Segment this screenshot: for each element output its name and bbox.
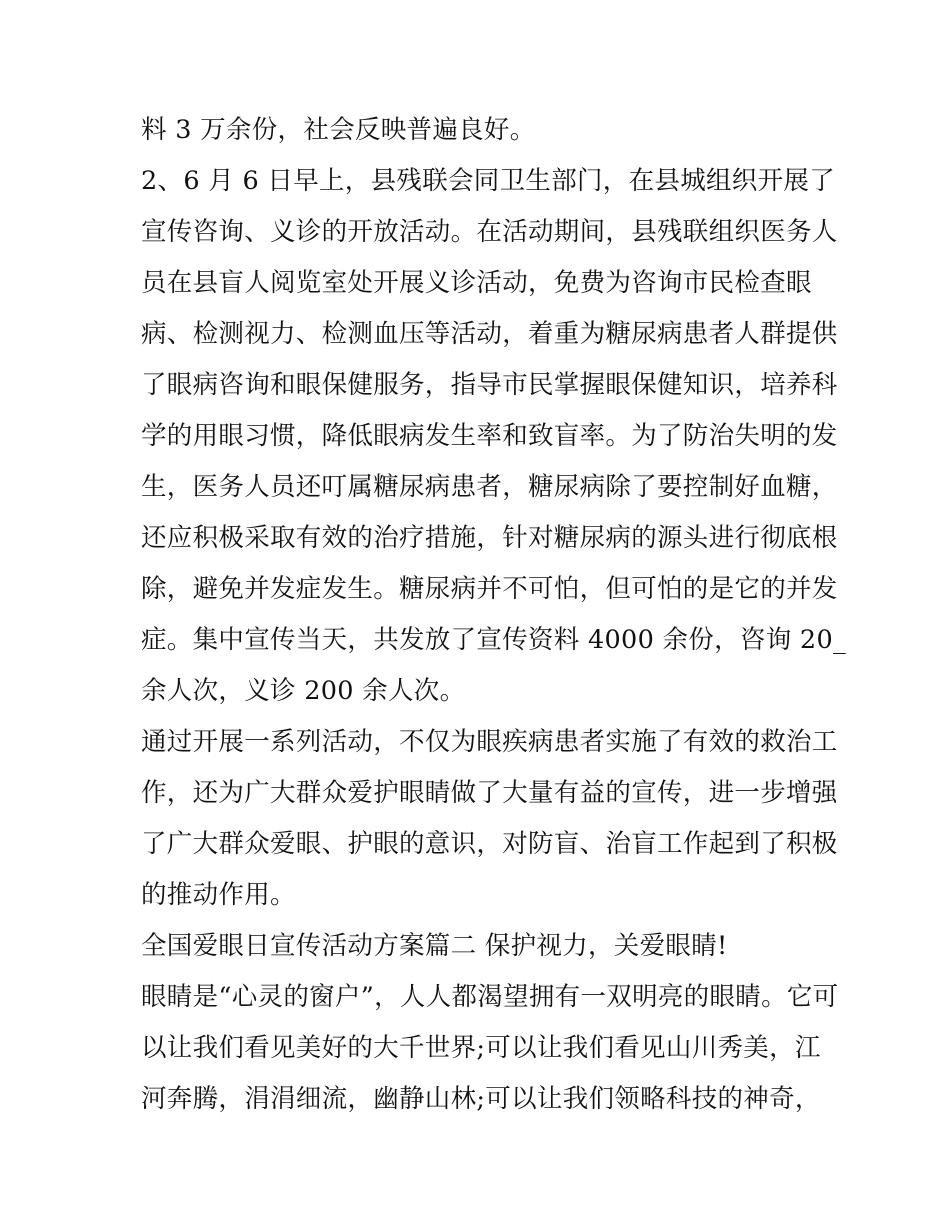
- text-line: 河奔腾，涓涓细流，幽静山林;可以让我们领略科技的神奇，: [141, 1084, 821, 1114]
- text-line: 的推动作用。: [141, 880, 296, 910]
- text-line: 料 3 万余份，社会反映普遍良好。: [141, 115, 536, 145]
- text-line: 还应积极采取有效的治疗措施，针对糖尿病的源头进行彻底根: [141, 523, 838, 553]
- text-line: 员在县盲人阅览室处开展义诊活动，免费为咨询市民检查眼: [141, 268, 812, 298]
- text-line: 宣传咨询、义诊的开放活动。在活动期间，县残联组织医务人: [141, 217, 838, 247]
- text-line: 余人次，义诊 200 余人次。: [141, 676, 466, 706]
- text-line: 症。集中宣传当天，共发放了宣传资料 4000 余份，咨询 20_: [141, 625, 847, 655]
- text-line: 了广大群众爱眼、护眼的意识，对防盲、治盲工作起到了积极: [141, 829, 838, 859]
- text-line: 了眼病咨询和眼保健服务，指导市民掌握眼保健知识，培养科: [141, 370, 838, 400]
- text-line: 学的用眼习惯，降低眼病发生率和致盲率。为了防治失明的发: [141, 421, 838, 451]
- text-line: 作，还为广大群众爱护眼睛做了大量有益的宣传，进一步增强: [141, 778, 838, 808]
- text-line: 通过开展一系列活动，不仅为眼疾病患者实施了有效的救治工: [141, 727, 838, 757]
- text-line: 以让我们看见美好的大千世界;可以让我们看见山川秀美，江: [141, 1033, 821, 1063]
- text-line: 眼睛是“心灵的窗户”，人人都渴望拥有一双明亮的眼睛。它可: [141, 982, 839, 1012]
- text-line: 2、6 月 6 日早上，县残联会同卫生部门，在县城组织开展了: [141, 166, 835, 196]
- section-heading: 全国爱眼日宣传活动方案篇二 保护视力，关爱眼睛!: [141, 931, 728, 961]
- text-line: 病、检测视力、检测血压等活动，着重为糖尿病患者人群提供: [141, 319, 838, 349]
- text-line: 除，避免并发症发生。糖尿病并不可怕，但可怕的是它的并发: [141, 574, 838, 604]
- text-line: 生，医务人员还叮属糖尿病患者，糖尿病除了要控制好血糖，: [141, 472, 838, 502]
